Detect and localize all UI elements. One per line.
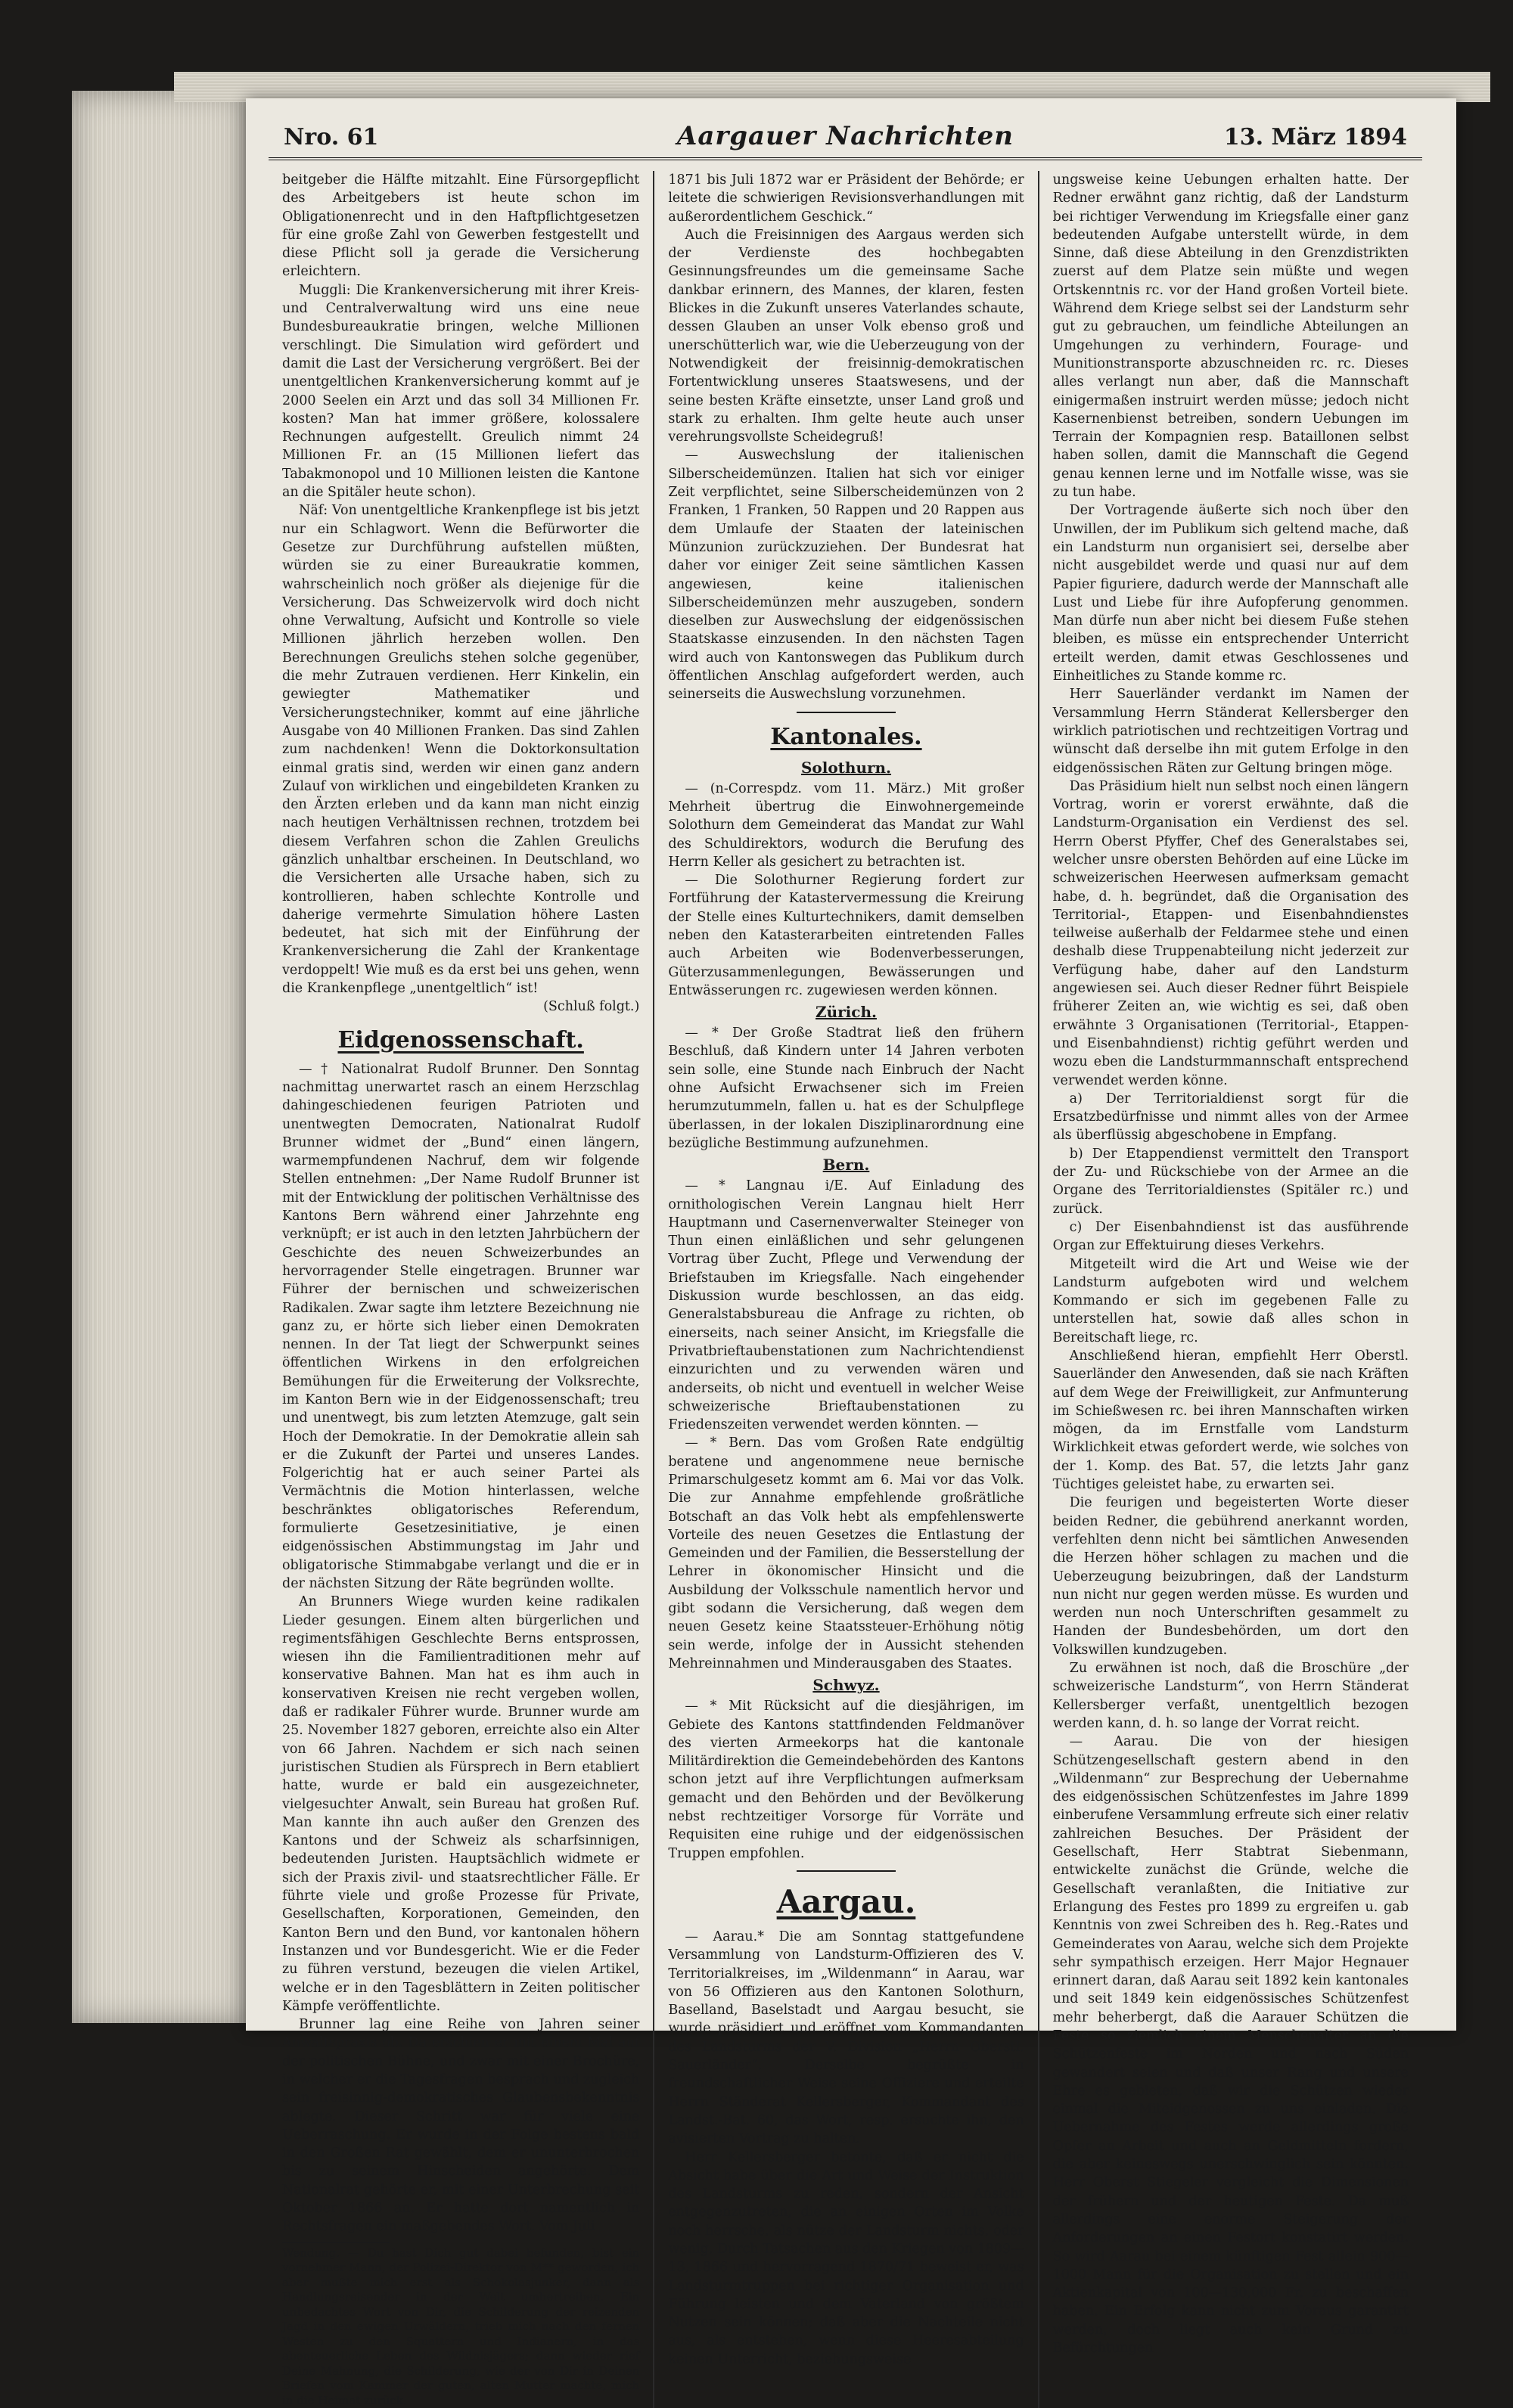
book-top-edges [174,72,1490,102]
paragraph: Zu erwähnen ist noch, daß die Broschüre „der schweizerische Landsturm“, von Herrn Ständerat Kellersberger verfaßt, unentgeltlich bezogen werden kann, d. h. so lange der Vorrat reicht. [1052,1661,1409,1731]
paragraph: ungsweise keine Uebungen erhalten hatte. Der Redner erwähnt ganz richtig, daß der Landsturm bei richtiger Verwendung im Kriegsfalle einer ganz bedeutenden Aufgabe unterstellt würde, in dem Sinne, daß diese Abteilung in den Grenzdistrikten zuerst auf dem Platze sein müßte und wegen Ortskenntnis rc. vor der Hand großen Vorteil biete. Während dem Kriege selbst sei der Landsturm sehr gut zu gebrauchen, um feindliche Abteilungen an Umgehungen zu verhindern, Fourage- und Munitionstransporte abzuschneiden rc. rc. Dieses alles verlangt nun aber, daß die Mannschaft einigermaßen instruirt werden müsse; jedoch nicht Kasernenbienst betreiben, sondern Uebungen im Terrain der Kompagnien resp. Bataillonen selbst haben sollen, damit die Mannschaft die Gegend genau kennen lerne und im Notfalle wisse, was sie zu tun habe. [1052,172,1409,501]
paragraph: — Aarau. Die von der hiesigen Schützengesellschaft gestern abend in den „Wildenmann“ zur Besprechung der Uebernahme des eidgenössischen Schützenfestes im Jahre 1899 einberufene Versammlung erfreute sich einer relativ zahlreichen Besuches. Der Präsident der Gesellschaft, Herr Stabtrat Siebenmann, entwickelte zunächst die Gründe, welche die Gesellschaft veranlaßten, die Initiative zur Erlangung des Festes pro 1899 zu ergreifen u. gab Kenntnis von zwei Schreiben des h. Reg.-Rates und Gemeinderates von Aarau, welche sich dem Projekte sehr sympathisch erzeigen. Herr Major Hegnauer erinnert daran, daß Aarau seit 1892 kein kantonales und seit 1849 kein eidgenössisches Schützenfest mehr beherbergt, daß die Aarauer Schützen die Feste so ziemlich einem Menschenalter an die Schützenfeste im Norden und nach Süden gewandert seien und daß unser Rang und unsere Ehre es gebieten, daß wir die Schützen wieder einmal die Miteidgenossen zu uns einladen. Die Uebernahme des Festes werde allerdings große Opfer an Arbeit und auch an Geldmitteln fordern, die aber keineswegs unerschwinglich sein könnten. Herr Oberst Stiegeler vergleicht die Dimensionen der frühern und der heutigen Feste. Da muß allerdings eine enorme Steigerung der Anforderungen an einen Festort konstatirt werden. So wird Aarau bei einem künftigen Fest allein 900—1000 Mann für die Organisation zu stellen und ein Aktienkapital von 100—130,000 Fr. zu beschaffen haben. Ein Erfolg kann nicht zum Voraus garantirt werden, doch liegt auch kein Grund zu Befürchtungen [1052,1734,1409,2357]
subheading-zuerich: Zürich. [816,1003,877,1022]
paragraph: Herr Sauerländer verdankt im Namen der Versammlung Herrn Ständerat Kellersberger den wirklich patriotischen und rechtzeitigen Vortrag und wünscht daß derselbe ihn mit gutem Erfolge in den eidgenössischen Räten zur Geltung bringen möge. [1052,687,1409,776]
paragraph: Die feurigen und begeisterten Worte dieser beiden Redner, die gebührend anerkannt worden, verfehlten denn nicht bei sämtlichen Anwesenden die Herzen höher schlagen zu machen und die Ueberzeugung beizubringen, daß der Landsturm nun nicht nur gegen werden müsse. Es wurden und werden nun noch Unterschriften gesammelt zu Handen der Bundesbehörden, um dort den Volkswillen kundzugeben. [1052,1495,1409,1658]
paragraph: — * Mit Rücksicht auf die diesjährigen, im Gebiete des Kantons stattfindenden Feldmanöver des vierten Armeekorps hat die kantonale Militärdirektion die Gemeindebehörden des Kantons schon jetzt auf ihre Verpflichtungen aufmerksam gemacht und den Behörden und der Bevölkerung nebst rechtzeitiger Vorsorge für Vorräte und Requisiten eine ruhige und der eidgenössischen Truppen empfohlen. [668,1699,1024,1861]
paragraph: Das Präsidium hielt nun selbst noch einen längern Vortrag, worin er vorerst erwähnte, daß die Landsturm-Organisation ein Verdienst des sel. Herrn Oberst Pfyffer, Chef des Generalstabes sei, welcher unsre obersten Behörden auf eine Lücke im schweizerischen Heerwesen aufmerksam gemacht habe, d. h. begründet, daß die Organisation des Territorial-, Etappen- und Eisenbahndienstes teilweise außerhalb der Feldarmee stehe und einen deshalb diese Truppenabteilung nicht jederzeit zur Verfügung habe, daher auf den Landsturm angewiesen sei. Auch dieser Redner führt Beispiele früherer Zeiten an, wie wichtig es sei, daß oben erwähnte 3 Organisationen (Territorial-, Etappen- und Eisenbahndienst) richtig geführt werden und wozu eben die Landsturmmannschaft entsprechend verwendet werden könne. [1052,778,1409,1088]
paragraph: — * Langnau i/E. Auf Einladung des ornithologischen Verein Langnau hielt Herr Hauptmann und Casernenverwalter Steineger von Thun einen einläßlichen und sehr gelungenen Vortrag über Zucht, Pflege und Verwendung der Briefstauben im Kriegsfalle. Nach eingehender Diskussion wurde beschlossen, an das eidg. Generalstabsbureau die Anfrage zu richten, ob einerseits, nach seiner Ansicht, im Kriegsfalle die Privatbrieftaubenstationen zum Nachrichtendienst einzurichten und zu verwenden wären und anderseits, ob nicht und eventuell in welcher Weise schweizerische Brieftaubenstationen zu Friedenszeiten verwendet werden könnten. — [668,1178,1024,1433]
section-heading-kantonales: Kantonales. [770,723,922,750]
feuilleton-footnote: Wendung. — Du hast Dich gut dabei befunden, bist ein vornehmer Mann, der Polizei-Direktor von M** geworden, ich aber mußte mich erst als Schokolasjunker, dann als Handlungsreisender in der Welt umhertreiben. Ein unbedachtes Wort von Dir, die Schilderung der reizenden Jagd in den ewigen Urwäldern, trieb mich nach den fernen Westen zu den Squattern und Indianern, in das abenteuerliche Leben des Wildnisjägers; dann wieder rief Deine Mahnung, die Schilderung, wie der von Dir in Deinen Briefen vom Kammer der guten, alten Mutter machte, mich in die Heimat zurück. [282,2245,640,2407]
paragraph: Anschließend hieran, empfiehlt Herr Oberstl. Sauerländer den Anwesenden, daß sie nach Kräften auf dem Wege der Freiwilligkeit, zur Anfmunterung im Schießwesen rc. bei ihren Mannschaften wirken mögen, da im Ernstfalle vom Landsturm Wirklichkeit etwas gefordert werde, wie solches von der 1. Komp. des Bat. 57, die letzts Jahr ganz Tüchtiges geleistet habe, zu erwarten sei. [1052,1348,1409,1493]
paragraph: Auch die Freisinnigen des Aargaus werden sich der Verdienste des hochbegabten Gesinnungsfreundes um die gemeinsame Sache dankbar erinnern, des Mannes, der klaren, festen Blickes in die Zukunft unseres Vaterlandes schaute, dessen Glauben an unser Volk ebenso groß und unerschütterlich war, wie die Ueberzeugung von der Notwendigkeit der freisinnig-demokratischen Fortentwicklung unseres Staatswesens, und der seine besten Kräfte einsetzte, unser Land groß und stark zu erhalten. Ihm gelte heute auch unser verehrungsvollste Scheidegruß! [668,227,1024,445]
list-item: b) Der Etappendienst vermittelt den Transport der Zu- und Rückschiebe von der Armee an die Organe des Territorialdienstes (Spitäler rc.) und zurück. [1052,1146,1409,1217]
paragraph: — Aarau.* Die am Sonntag stattgefundene Versammlung von Landsturm-Offizieren des V. Territorialkreises, im „Wildenmann“ in Aarau, war von 56 Offizieren aus den Kantonen Solothurn, Baselland, Baselstadt und Aargau besucht, sie wurde präsidiert und eröffnet vom Kommandanten des Landsturms der V. Division „Herrn Oberstl. Sauerländer“. Derselbe begrüßte in freundschaftlicher Weise seine Offiziere und erteilte Herrn Ständerat Kellersberger, Kommandant des Landst.-Bat. 60, das Wort, resp. ersuchte ihn, den avisierten Vortrag zu halten. [668,1929,1024,2147]
section-heading-aargau: Aargau. [776,1882,916,1920]
column-2 [653,171,1037,2408]
paragraph: — Die Solothurner Regierung fordert zur Fortführung der Katastervermessung die Kreirung der Stelle eines Kulturtechnikers, damit demselben neben den Katasterarbeiten eintretenden Falles auch Arbeiten wie Bodenverbesserungen, Güterzusammenlegungen, Bewässerungen und Entwässerungen rc. zugewiesen werden können. [668,873,1024,998]
subheading-schwyz: Schwyz. [812,1676,880,1695]
paragraph: Brunner lag eine Reihe von Jahren seiner Anwaltspraxis ob. Da erschien er mit einem Mal auf der politischen Bühne, und zwar mit einer Brochüre, in welcher er die Tagesfragen besprach und zugleich sein freisinnig-demokratisches Glaubensbekenntnis ablegte. Dieser Schritt war für viele eine Ueberraschung. Er wurde in der Folge bestens bald in den Großen Rat gewählt, dem er ununterbrochen bis zu seinem Hinscheiden angehörte. Dem Nationalrat gehörte er, mit einer Unterbrechung seit Oktober 1866 an. Er hatte dort namentlich in Rechtsfragen ein maßgebendes Wort. Vom Juli [282,2017,640,2235]
continued-note: (Schluß folgt.) [543,999,640,1015]
paragraph: — Auswechslung der italienischen Silberscheidemünzen. Italien hat sich vor einiger Zeit verpflichtet, seine Silberscheidemünzen von 2 Franken, 1 Franken, 50 Rappen und 20 Rappen aus dem Umlaufe der Staaten der lateinischen Münzunion zurückzuziehen. Der Bundesrat hat daher vor einiger Zeit seine sämtlichen Kassen angewiesen, keine italienischen Silberscheidemünzen mehr auszugeben, sondern dieselben zur Auswechslung der eidgenössischen Staatskasse einzusenden. In den nächsten Tagen wird auch von Kantonswegen das Publikum durch öffentlichen Anschlag aufgefordert werden, auch seinerseits die Auswechslung vorzunehmen. [668,448,1024,703]
paragraph: Muggli: Die Krankenversicherung mit ihrer Kreis- und Centralverwaltung wird uns eine neue Bundesbureaukratie bringen, welche Millionen verschlingt. Die Simulation wird gefördert und damit die Last der Versicherung vergrößert. Bei der unentgeltlichen Krankenversicherung kommt auf je 2000 Seelen ein Arzt und das soll 34 Millionen Fr. kosten? Man hat immer größere, kolossalere Rechnungen aufgestellt. Greulich nimmt 24 Millionen Fr. an (15 Millionen liefert das Tabakmonopol und 10 Millionen leisten die Kantone an die Spitäler heute schon). [282,282,640,501]
section-divider [797,1870,896,1872]
issue-date: 13. März 1894 [1223,124,1407,150]
section-heading-eidgenossenschaft: Eidgenossenschaft. [337,1026,584,1054]
paragraph: An Brunners Wiege wurden keine radikalen Lieder gesungen. Einem alten bürgerlichen und regimentsfähigen Geschlechte Berns entsprossen, wiesen ihn die Familientraditionen mehr auf konservative Bahnen. Man hat es ihm auch in konservativen Kreisen nie recht vergeben wollen, daß er radikaler Führer wurde. Brunner wurde am 25. November 1827 geboren, erreichte also ein Alter von 66 Jahren. Nachdem er sich nach seinen juristischen Studien als Fürsprech in Bern etabliert hatte, wurde er bald ein ausgezeichneter, vielgesuchter Anwalt, sein Bureau hat großen Ruf. Man kannte ihn auch außer den Grenzen des Kantons und der Schweiz als scharfsinnigen, bedeutenden Juristen. Hauptsächlich widmete er sich der Praxis zivil- und staatsrechtlicher Fälle. Er führte viele und große Prozesse für Private, Gesellschaften, Korporationen, Gemeinden, den Kanton Bern und den Bund, vor kantonalen höhern Instanzen und vor Bundesgericht. Wie er die Feder zu führen verstund, bezeugen die vielen Artikel, welche er in den Tagesblättern in Zeiten politischer Kämpfe veröffentlichte. [282,1594,640,2014]
paragraph: — * Bern. Das vom Großen Rate endgültig beratene und angenommene neue bernische Primarschulgesetz kommt am 6. Mai vor das Volk. Die zur Annahme empfehlende großrätliche Botschaft an das Volk hebt als empfehlenswerte Vorteile des neuen Gesetzes die Entlastung der Gemeinden und der Familien, die Besserstellung der Lehrer in ökonomischer Hinsicht und die Ausbildung der Volksschule namentlich hervor und gibt sodann die Versicherung, daß wegen dem neuen Gesetz keine Staatssteuer-Erhöhung nötig sein werde, infolge der in Aussicht stehenden Mehreinnahmen und Minderausgaben des Staates. [668,1435,1024,1671]
paragraph: — * Der Große Stadtrat ließ den frühern Beschluß, daß Kindern unter 14 Jahren verboten sein solle, eine Stunde nach Einbruch der Nacht ohne Aufsicht Erwachsener sich im Freien herumzutummeln, fallen u. hat es der Schulpflege überlassen, in der lokalen Disziplinarordnung eine bezügliche Bestimmung aufzunehmen. [668,1026,1024,1151]
article-columns [269,171,1422,2407]
list-item: a) Der Territorialdienst sorgt für die Ersatzbedürfnisse und nimmt alles von der Armee als überflüssig abgeschobene in Empfang. [1052,1091,1409,1143]
paragraph: Herr Kellersberger betonte, daß er nicht die Absicht habe über die Art und Weise der Instruktion des Landsturms zu reden, sondern der Ansicht entgegenzutreten, die an einigen Orten im Volke noch herrsche, als nütze der Landsturm nichts, oder wenig. Durch Tatsachen aus den Kriegen von 1809—13, 1866 und hervorragend 1870/71 beweist er, was Landsturmtruppen bei richtiger Organisation und Führung leisten und dem Vaterland von größtem Nutzen sein können; daß aber die Nachteile nicht aus, als entstehen, wenn diese Heeresabteilung keinen Unterricht, beziehungsweise [668,2149,1024,2367]
column-3 [1038,171,1422,2408]
paragraph: Mitgeteilt wird die Art und Weise wie der Landsturm aufgeboten wird und welchem Kommando er sich im gegebenen Falle zu unterstellen hat, sowie daß alles schon in Bereitschaft liege, rc. [1052,1256,1409,1345]
list-item: c) Der Eisenbahndienst ist das ausführende Organ zur Effektuirung dieses Verkehrs. [1052,1219,1409,1254]
subheading-bern: Bern. [822,1156,870,1175]
running-head [269,121,1422,160]
paragraph: — † Nationalrat Rudolf Brunner. Den Sonntag nachmittag unerwartet rasch an einem Herzschlag dahingeschiedenen feurigen Patrioten und unentwegten Democraten, Nationalrat Rudolf Brunner widmet der „Bund“ einen längern, warmempfundenen Nachruf, dem wir folgende Stellen entnehmen: „Der Name Rudolf Brunner ist mit der Entwicklung der politischen Verhältnisse des Kantons Bern während einer Jahrzehnte eng verknüpft; er ist auch in den letzten Jahrbüchern der Geschichte des neuen Schweizerbundes an hervorragender Stelle eingetragen. Brunner war Führer der bernischen und schweizerischen Radikalen. Zwar sagte ihm letztere Bezeichnung nie ganz zu, er hörte sich lieber einen Demokraten nennen. In der Tat liegt der Schwerpunkt seines öffentlichen Wirkens in den erfolgreichen Bemühungen für die Erweiterung der Volksrechte, im Kanton Bern wie in der Eidgenossenschaft; treu und unentwegt, bis zum letzten Atemzuge, galt sein Hoch der Demokratie. In der Demokratie allein sah er die Zukunft der Partei und unseres Landes. Folgerichtig hat er auch seiner Partei als Vermächtnis die Motion hinterlassen, welche beschränktes obligatorisches Referendum, formulierte Gesetzesinitiative, je einen eidgenössischen Abstimmungstag im Jahr und obligatorische Stimmabgabe verlangt und die er in der nächsten Sitzung der Räte begründen wollte. [282,1061,640,1591]
paragraph: Der Vortragende äußerte sich noch über den Unwillen, der im Publikum sich geltend mache, daß ein Landsturm nun organisiert sei, derselbe aber nicht ausgebildet werde und quasi nur auf dem Papier figuriere, dadurch werde der Mannschaft alle Lust und Liebe für ihre Aufopferung genommen. Man dürfe nun aber nicht bei diesem Fuße stehen bleiben, es müsse ein entsprechender Unterricht erteilt werden, damit etwas Geschlossenes und Einheitliches zu Stande komme rc. [1052,503,1409,684]
issue-number: Nro. 61 [284,124,379,150]
paragraph: beitgeber die Hälfte mitzahlt. Eine Fürsorgepflicht des Arbeitgebers ist heute schon im Obligationenrecht und in den Haftpflichtgesetzen für eine große Zahl von Gewerben festgestellt und diese Pflicht soll ja gerade die Versicherung erleichtern. [282,172,640,280]
masthead-title: Aargauer Nachrichten [676,121,1014,151]
section-divider [797,712,896,713]
paragraph: — (n-Correspdz. vom 11. März.) Mit großer Mehrheit übertrug die Einwohnergemeinde Solothurn dem Gemeinderat das Mandat zur Wahl des Schuldirektors, wodurch die Berufung des Herrn Keller als gesichert zu betrachten ist. [668,780,1024,870]
subheading-solothurn: Solothurn. [800,758,892,777]
footnote-divider [282,2242,390,2243]
newspaper-page [246,98,1456,2407]
paragraph: Näf: Von unentgeltliche Krankenpflege ist bis jetzt nur ein Schlagwort. Wenn die Befürworter die Gesetze zur Durchführung aufstellen müßten, würden sie zu einer Bureaukratie kommen, wahrscheinlich noch größer als diejenige für die Versicherung. Das Schweizervolk wird doch nicht ohne Verwaltung, Aufsicht und Kontrolle so viele Millionen jährlich herzeben wollen. Den Berechnungen Greulichs stehen solche gegenüber, die mehr Zutrauen verdienen. Herr Kinkelin, ein gewiegter Mathematiker und Versicherungstechniker, kommt auf eine jährliche Ausgabe von 40 Millionen Franken. Das sind Zahlen zum nachdenken! Wenn die Doktorkonsultation einmal gratis sind, werden wir einen ganz andern Zulauf von wirklichen und eingebildeten Kranken zu den Ärzten erleben und da kann man nicht einzig nach heutigen Verhältnissen rechnen, trotzdem bei diesem Verfahren schon die Zahlen Greulichs gänzlich unhaltbar erscheinen. In Deutschland, wo die Versicherten alle Ursache haben, sich zu kontrollieren, haben schlechte Kontrolle und daherige vermehrte Simulation höhere Lasten bedeutet, hat sich mit der Einführung der Krankenversicherung die Zahl der Krankentage verdoppelt! Wie muß es da erst bei uns gehen, wenn die Krankenpflege „unentgeltlich“ ist! [282,503,640,997]
column-1 [269,171,653,2408]
book-page-edges [72,91,246,2023]
paragraph: 1871 bis Juli 1872 war er Präsident der Behörde; er leitete die schwierigen Revisionsverhandlungen mit außerordentlichem Geschick.“ [668,172,1024,225]
